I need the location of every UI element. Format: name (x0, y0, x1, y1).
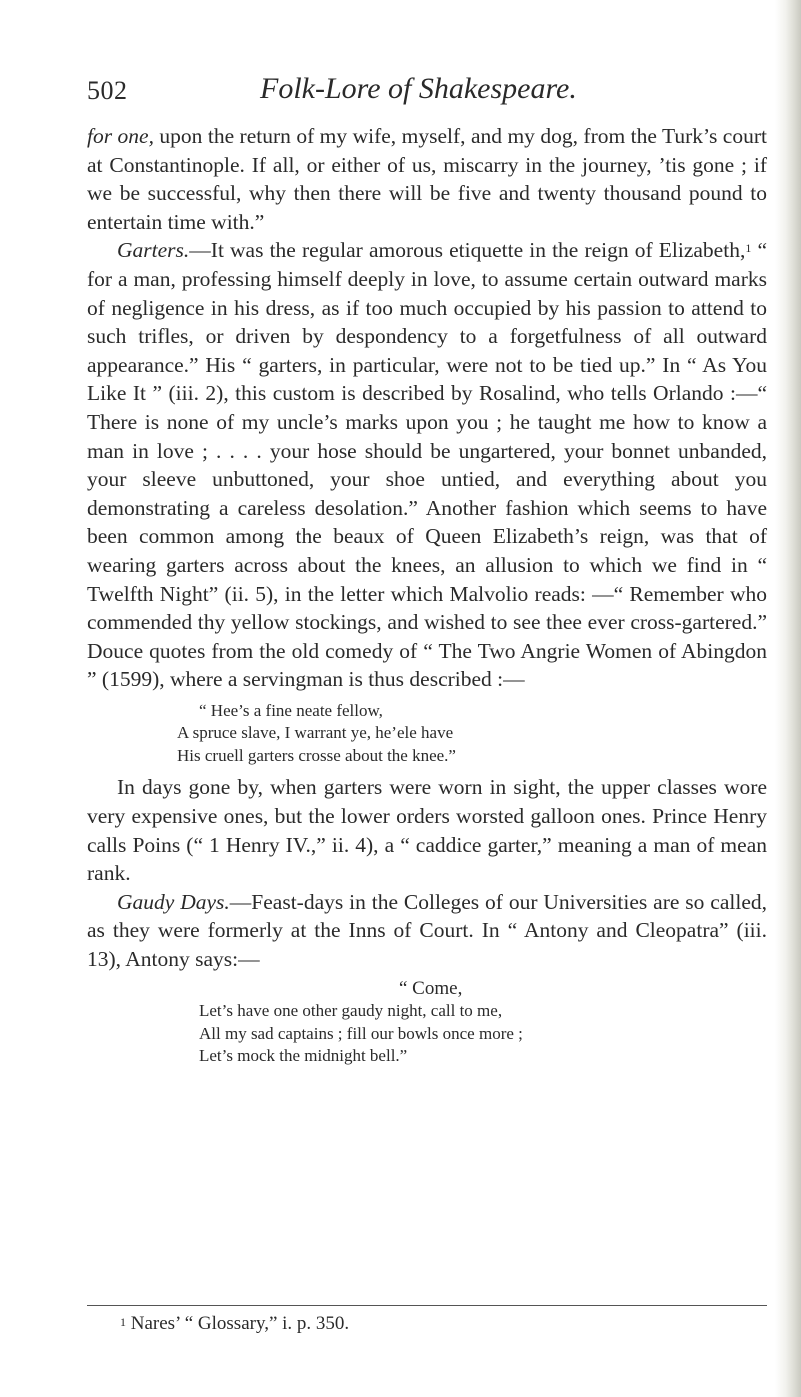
paragraph-gaudy-days (87, 888, 767, 974)
verse-line: All my sad captains ; fill our bowls once more ; (199, 1023, 523, 1043)
footnote (120, 1312, 349, 1336)
page-header (87, 72, 767, 112)
paragraph-text: —It was the regular amorous etiquette in the reign of Elizabeth, (189, 238, 746, 263)
section-heading-garters: Garters. (117, 238, 190, 263)
footnote-text: Nares’ “ Glossary,” i. p. 350. (126, 1313, 350, 1334)
paragraph-garters (87, 236, 767, 694)
paragraph-text: “ for a man, professing himself deeply in love, to assume certain outward marks of negligence in his dress, as if too much occupied by his passion to attend to such trifles, or driven by despondency to a forgetfulness of all outward appearance.” His “ garters, in particular, were not to be tied up.” In “ As You Like It ” (iii. 2), this custom is described by Rosalind, who tells Orlando :—“ There is none of my uncle’s marks upon you ; he taught me how to know a man in love ; . . . . your hose should be ungartered, your bonnet unbanded, your sleeve unbuttoned, your shoe untied, and everything about you demonstrating a careless desolation.” Another fashion which seems to have been common among the beaux of Queen Elizabeth’s reign, was that of wearing garters across about the knees, an allusion to which we find in “ Twelfth Night” (ii. 5), in the letter which Malvolio reads: —“ Remember who commended thy yellow stockings, and wished to see thee ever cross-gartered.” Douce quotes from the old comedy of “ The Two Angrie Women of Abingdon ” (1599), where a servingman is thus described :— (87, 238, 767, 692)
paragraph-text: In days gone by, when garters were worn in sight, the upper classes wore very expensive ones, but the lower orders worsted galloon ones. Prince Henry calls Poins (“ 1 Henry IV.,” ii. 4), a “ caddice garter,” meaning a man of mean rank. (87, 775, 767, 886)
verse-line: Let’s have one other gaudy night, call to me, (199, 1001, 503, 1021)
verse-quote-1 (87, 700, 767, 768)
verse-line: A spruce slave, I warrant ye, he’ele have (177, 723, 454, 743)
page-number: 502 (87, 76, 128, 105)
running-title: Folk-Lore of Shakespeare. (260, 72, 577, 105)
footnote-divider (87, 1305, 767, 1306)
verse-line: His cruell garters crosse about the knee.” (177, 745, 456, 765)
footnote-reference[interactable]: 1 (745, 241, 752, 256)
paragraph-text: —Feast-days in the Colleges of our Universities are so called, as they were formerly at the Inns of Court. In “ Antony and Cleopatra” (iii. 13), Antony says:— (87, 889, 767, 971)
page-edge-shadow (775, 0, 801, 1397)
verse-line: Let’s mock the midnight bell.” (199, 1046, 408, 1066)
paragraph-continuation (87, 122, 767, 236)
paragraph-text: upon the return of my wife, myself, and my dog, from the Turk’s court at Constantinople. If all, or either of us, miscarry in the journey, ’tis gone ; if we be successful, why then there will be five and twenty thousand pound to entertain time with.” (87, 124, 767, 234)
italic-lead: for one, (87, 124, 154, 148)
page-body (87, 122, 767, 1074)
verse-quote-2 (87, 978, 767, 1068)
verse-line: “ Hee’s a fine neate fellow, (199, 700, 383, 720)
footnote-marker: 1 (120, 1315, 126, 1329)
verse-line: “ Come, (399, 977, 463, 999)
paragraph-garters-continued (87, 773, 767, 887)
section-heading-gaudy-days: Gaudy Days. (117, 889, 230, 914)
